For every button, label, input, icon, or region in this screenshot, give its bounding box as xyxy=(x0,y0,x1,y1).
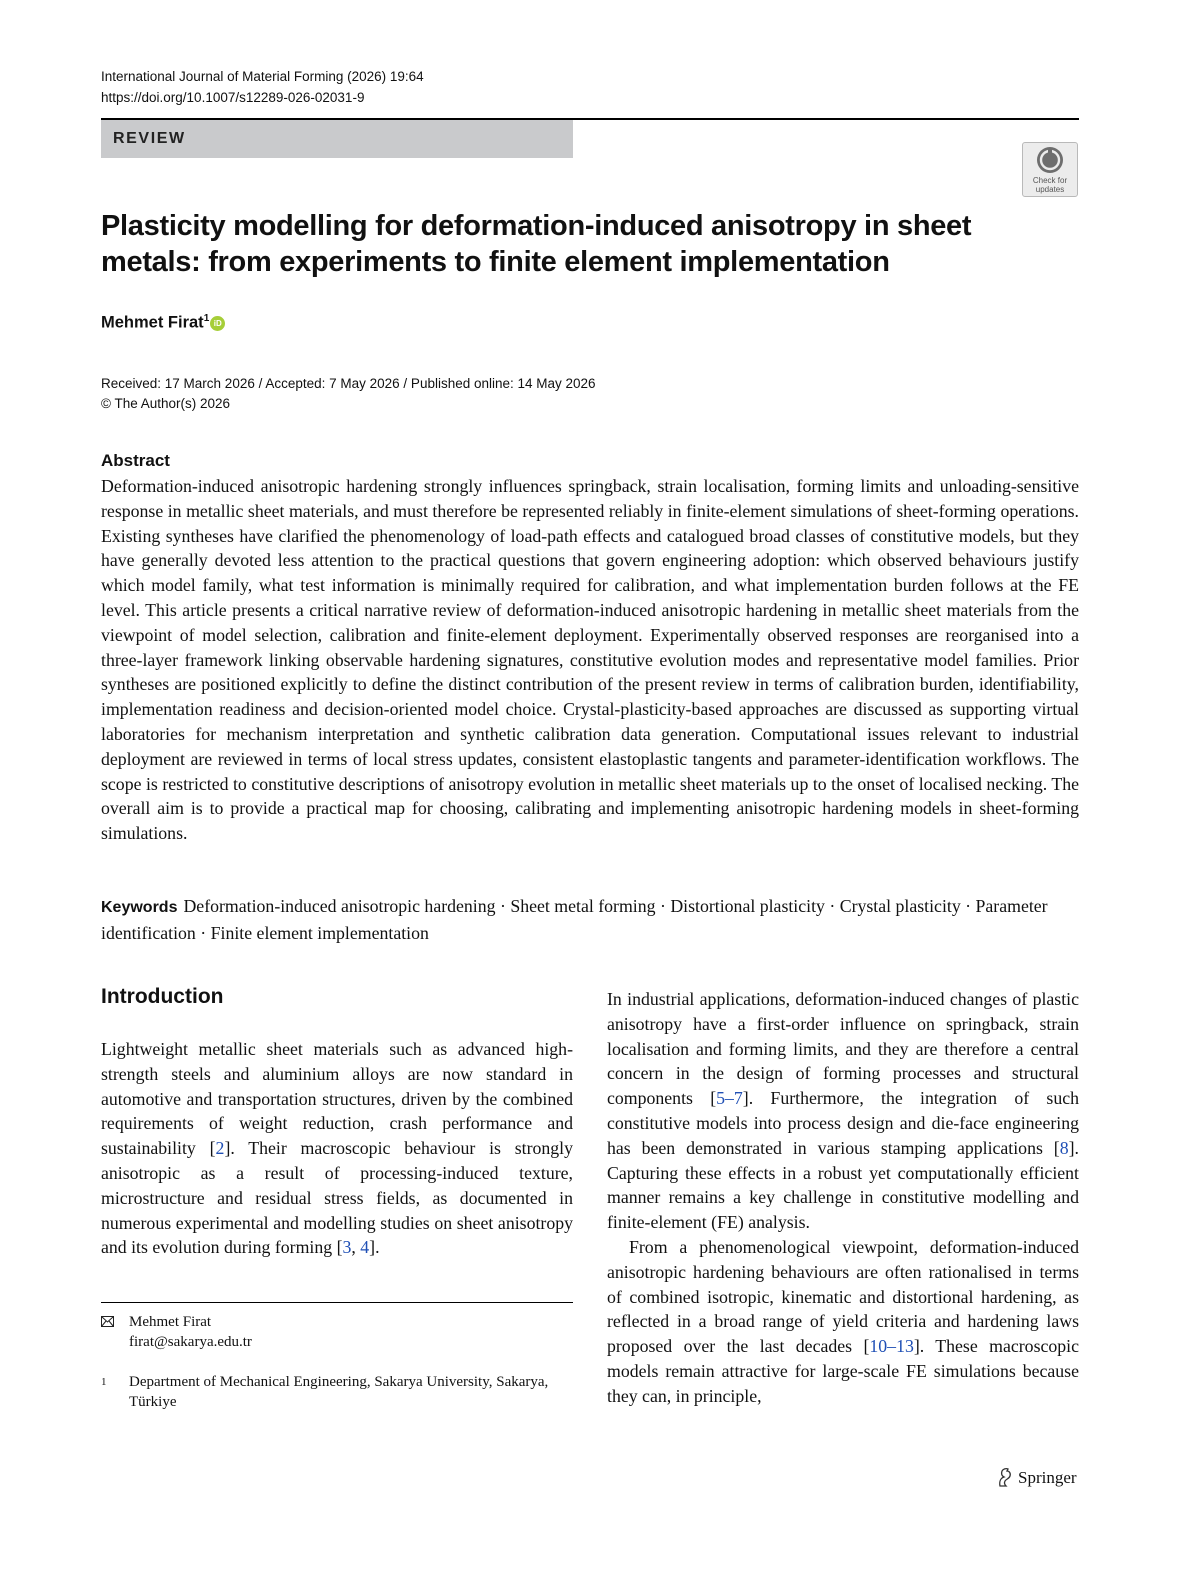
affiliation-text: Department of Mechanical Engineering, Sakarya University, Sakarya, Türkiye xyxy=(129,1374,549,1410)
orcid-icon[interactable]: iD xyxy=(210,316,225,331)
intro-paragraph-1: Lightweight metallic sheet materials such as advanced high-strength steels and aluminium alloys are now standard in automotive and transportation structures, driven by the combined requirements of weight reduction, crash performance and sustainability [2]. Their macroscopic behaviour is strongly anisotropic as a result of processing-induced texture, microstructure and residual stress fields, as documented in numerous experimental and modelling studies on sheet anisotropy and its evolution during forming [3, 4]. xyxy=(101,1039,574,1258)
citation-link[interactable]: 10–13 xyxy=(869,1336,914,1357)
article-type-label: REVIEW xyxy=(113,130,186,147)
envelope-icon xyxy=(101,1316,114,1327)
citation-link[interactable]: 3 xyxy=(342,1237,352,1258)
abstract-heading: Abstract xyxy=(101,451,170,470)
journal-header xyxy=(101,66,424,108)
article-title xyxy=(101,208,1061,280)
check-updates-text: Check for updates xyxy=(1032,176,1068,194)
history-dates: Received: 17 March 2026 / Accepted: 7 May 2026 / Published online: 14 May 2026 xyxy=(101,376,596,391)
title-line-2: metals: from experiments to finite element implementation xyxy=(101,246,890,278)
citation-link[interactable]: 5–7 xyxy=(716,1088,743,1109)
left-column xyxy=(101,1037,573,1260)
article-type-bar xyxy=(101,120,573,158)
introduction-heading: Introduction xyxy=(101,985,224,1008)
doi-link[interactable]: https://doi.org/10.1007/s12289-026-02031-9 xyxy=(101,90,365,105)
publisher-name: Springer xyxy=(1018,1468,1077,1487)
check-updates-icon xyxy=(1037,147,1063,173)
copyright: © The Author(s) 2026 xyxy=(101,396,231,411)
intro-paragraph-2: In industrial applications, deformation-induced changes of plastic anisotropy have a first-order influence on springback, strain localisation and forming limits, and they are therefore a central concern in the design of forming processes and structural components [5–7]. Furthermore, the integration of such constitutive models into process design and die-face engineering has been demonstrated in various stamping applications [8]. Capturing these effects in a robust yet computationally efficient manner remains a key challenge in constitutive modelling and finite-element (FE) analysis. xyxy=(607,989,1080,1233)
footnote-rule xyxy=(101,1302,573,1303)
springer-horse-icon xyxy=(996,1467,1014,1487)
keywords-block xyxy=(101,894,1079,946)
author-name: Mehmet Firat xyxy=(101,313,204,332)
citation-link[interactable]: 2 xyxy=(215,1138,225,1159)
right-column xyxy=(607,987,1079,1409)
title-line-1: Plasticity modelling for deformation-induced anisotropy in sheet xyxy=(101,210,972,242)
corresponding-name: Mehmet Firat xyxy=(129,1314,212,1330)
affiliation-number: 1 xyxy=(101,1376,107,1388)
keywords-label: Keywords xyxy=(101,899,178,916)
publication-dates xyxy=(101,374,596,414)
journal-citation: International Journal of Material Forming (2026) 19:64 xyxy=(101,69,424,84)
citation-link[interactable]: 8 xyxy=(1059,1137,1069,1158)
author-affil-mark: 1 xyxy=(203,313,210,324)
citation-link[interactable]: 4 xyxy=(360,1237,370,1258)
intro-paragraph-3: From a phenomenological viewpoint, deformation-induced anisotropic hardening behaviours are often rationalised in terms of combined isotropic, kinematic and distortional hardening, as reflected in a broad range of yield criteria and hardening laws proposed over the last decades [10–13]. These macroscopic models remain attractive for large-scale FE simulations because they can, in principle, xyxy=(607,1236,1079,1406)
publisher-logo xyxy=(996,1467,1077,1488)
abstract-text: Deformation-induced anisotropic hardening strongly influences springback, strain localisation, forming limits and unloading-sensitive response in metallic sheet materials, and must therefore be represented reliably in finite-element simulations of sheet-forming operations. Existing syntheses have clarified the phenomenology of load-path effects and catalogued broad classes of constitutive models, but they have generally devoted less attention to the practical questions that govern engineering adoption: which observed behaviours justify which model family, what test information is minimally required for calibration, and what implementation burden follows at the FE level. This article presents a critical narrative review of deformation-induced anisotropic hardening in metallic sheet materials from the viewpoint of model selection, calibration and finite-element deployment. Experimentally observed responses are reorganised into a three-layer framework linking observable hardening signatures, constitutive evolution modes and representative model families. Prior syntheses are positioned explicitly to define the distinct contribution of the present review in terms of calibration burden, identifiability, implementation readiness and decision-oriented model choice. Crystal-plasticity-based approaches are discussed as supporting virtual laboratories for mechanism interpretation and synthetic calibration data generation. Computational issues relevant to industrial deployment are reviewed in terms of local stress updates, consistent elastoplastic tangents and parameter-identification workflows. The scope is restricted to constitutive descriptions of anisotropy evolution in metallic sheet materials up to the onset of localised necking. The overall aim is to provide a practical map for choosing, calibrating and implementing anisotropic hardening models in sheet-forming simulations. xyxy=(101,476,1079,844)
check-for-updates-badge[interactable] xyxy=(1022,142,1078,197)
author-line xyxy=(101,313,225,333)
corresponding-email[interactable]: firat@sakarya.edu.tr xyxy=(129,1334,252,1350)
keywords-list: Deformation-induced anisotropic hardening · Sheet metal forming · Distortional plasticity · Crystal plasticity · Parameter identification · Finite element implementation xyxy=(101,896,1048,943)
